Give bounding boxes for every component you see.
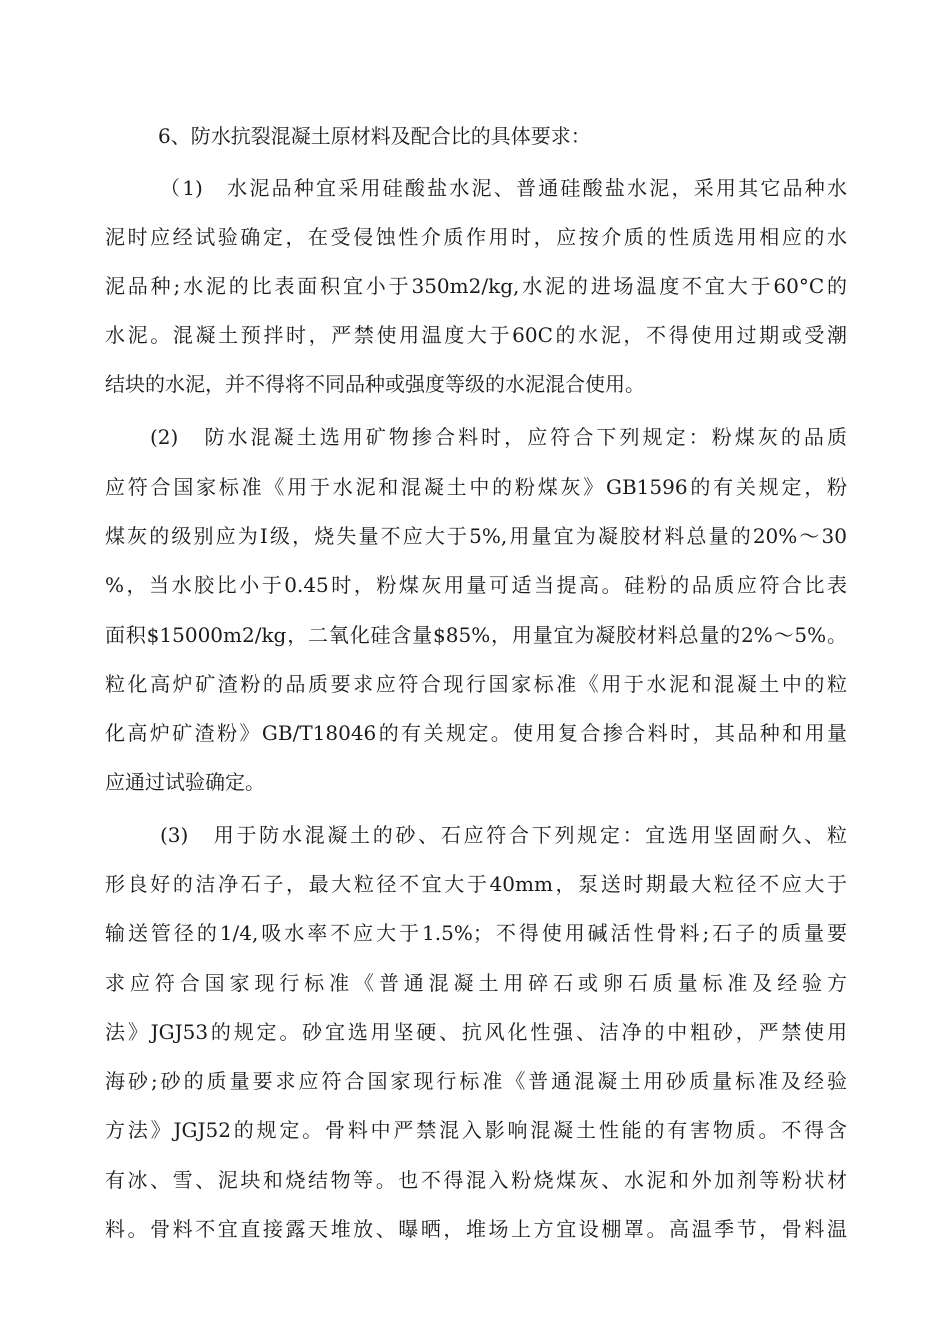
paragraph-1-line-2: 泥时应经试验确定，在受侵蚀性介质作用时，应按介质的性质选用相应的水 <box>105 225 847 249</box>
paragraph-2-line-4: %，当水胶比小于0.45时，粉煤灰用量可适当提高。硅粉的品质应符合比表 <box>105 573 847 597</box>
paragraph-3-line-9: 料。骨料不宜直接露天堆放、曝晒，堆场上方宜设棚罩。高温季节，骨料温 <box>105 1217 847 1241</box>
paragraph-3-line-4: 求应符合国家现行标准《普通混凝土用碎石或卵石质量标准及经验方 <box>105 971 847 995</box>
paragraph-3-line-8: 有冰、雪、泥块和烧结物等。也不得混入粉烧煤灰、水泥和外加剂等粉状材 <box>105 1168 847 1192</box>
paragraph-3-line-6: 海砂;砂的质量要求应符合国家现行标准《普通混凝土用砂质量标准及经验 <box>105 1069 847 1093</box>
paragraph-1-line-5: 结块的水泥，并不得将不同品种或强度等级的水泥混合使用。 <box>105 372 645 396</box>
paragraph-2-line-1: (2) 防水混凝土选用矿物掺合料时，应符合下列规定：粉煤灰的品质 <box>150 425 847 449</box>
paragraph-2-line-5: 面积$15000m2/kg，二氧化硅含量$85%，用量宜为凝胶材料总量的2%〜5%。 <box>105 623 847 647</box>
paragraph-3-line-3: 输送管径的1/4,吸水率不应大于1.5%；不得使用碱活性骨料;石子的质量要 <box>105 921 847 945</box>
paragraph-3-line-7: 方法》JGJ52的规定。骨料中严禁混入影响混凝土性能的有害物质。不得含 <box>105 1118 847 1142</box>
paragraph-2-line-2: 应符合国家标准《用于水泥和混凝土中的粉煤灰》GB1596的有关规定，粉 <box>105 475 847 499</box>
paragraph-1-line-1: （1) 水泥品种宜采用硅酸盐水泥、普通硅酸盐水泥，采用其它品种水 <box>160 176 847 200</box>
paragraph-2-line-7: 化高炉矿渣粉》GB/T18046的有关规定。使用复合掺合料时，其品种和用量 <box>105 721 847 745</box>
paragraph-2-line-3: 煤灰的级别应为Ⅰ级，烧失量不应大于5%,用量宜为凝胶材料总量的20%〜30 <box>105 524 847 548</box>
paragraph-3-line-1: (3) 用于防水混凝土的砂、石应符合下列规定：宜选用坚固耐久、粒 <box>160 823 847 847</box>
paragraph-1-line-3: 泥品种;水泥的比表面积宜小于350m2/kg,水泥的进场温度不宜大于60°C的 <box>105 274 847 298</box>
paragraph-2-line-8: 应通过试验确定。 <box>105 770 265 794</box>
section-heading: 6、防水抗裂混凝土原材料及配合比的具体要求： <box>158 124 591 148</box>
paragraph-3-line-5: 法》JGJ53的规定。砂宜选用坚硬、抗风化性强、洁净的中粗砂，严禁使用 <box>105 1020 847 1044</box>
paragraph-1-line-4: 水泥。混凝土预拌时，严禁使用温度大于60C的水泥，不得使用过期或受潮 <box>105 323 847 347</box>
paragraph-3-line-2: 形良好的洁净石子，最大粒径不宜大于40mm，泵送时期最大粒径不应大于 <box>105 872 847 896</box>
paragraph-2-line-6: 粒化高炉矿渣粉的品质要求应符合现行国家标准《用于水泥和混凝土中的粒 <box>105 672 847 696</box>
